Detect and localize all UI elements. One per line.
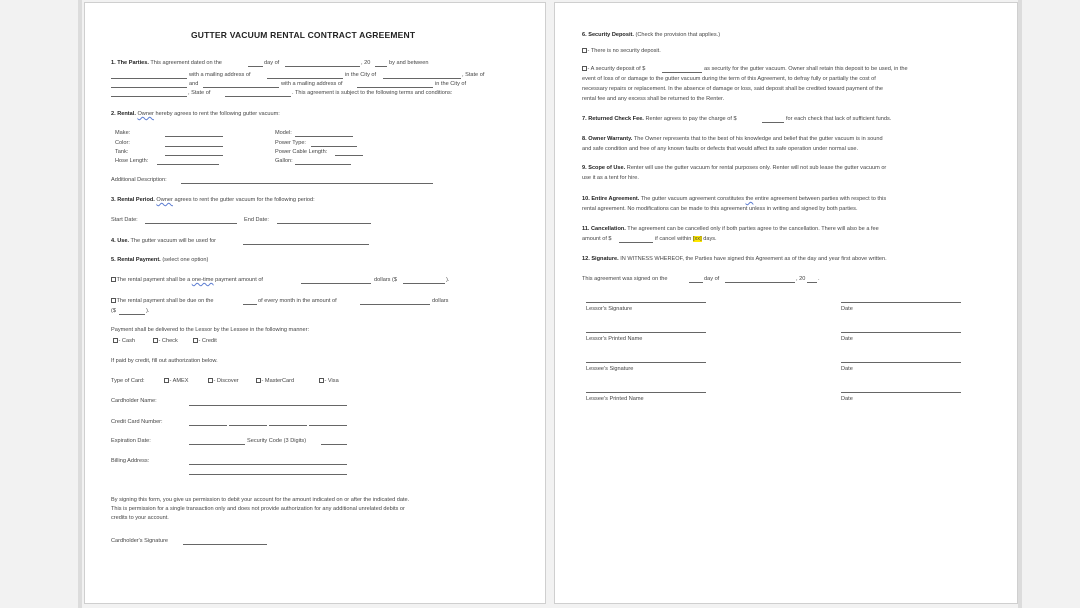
section-returned-check-fee: 7. Returned Check Fee. Renter agrees to pay the charge of $: [582, 116, 737, 122]
label-tank: Tank:: [115, 149, 129, 155]
label-model: Model:: [275, 130, 292, 136]
text-deposit-3: event of loss of or damage to the gutter vacuum during the term of this Agreement, to defray fully or partially the cost of: [582, 76, 876, 82]
text-consent-1: By signing this form, you give us permission to debit your account for the amount indicated on or after the indicated date.: [111, 497, 410, 503]
label-card-type: Type of Card:: [111, 378, 145, 384]
field-returned-check-fee[interactable]: [762, 122, 784, 123]
field-color[interactable]: [165, 146, 223, 147]
text-city-2: in the City of: [435, 81, 467, 87]
checkbox-mastercard[interactable]: [256, 378, 261, 383]
right-margin-bar: [1018, 0, 1022, 608]
checkbox-monthly[interactable]: [111, 298, 116, 303]
text-consent-3: credits to your account.: [111, 515, 169, 521]
label-date-1: Date: [841, 306, 853, 312]
field-lessor-signature-date[interactable]: [841, 302, 961, 303]
text-fee-amount: amount of $: [582, 236, 612, 242]
text-warranty-2: and safe condition and free of any known faults or defects that would affect its safe operation under normal use.: [582, 146, 859, 152]
text-signed-year: , 20: [796, 276, 806, 282]
checkbox-one-time[interactable]: [111, 277, 116, 282]
label-start-date: Start Date:: [111, 217, 138, 223]
blank-party-2-name[interactable]: [203, 87, 279, 88]
label-lessor-printed-name: Lessor's Printed Name: [586, 336, 643, 342]
label-lessee-printed-name: Lessee's Printed Name: [586, 396, 644, 402]
checkbox-amex[interactable]: [164, 378, 169, 383]
blank-party-2-city[interactable]: [111, 96, 187, 97]
field-lessor-name-date[interactable]: [841, 332, 961, 333]
field-use[interactable]: [243, 244, 369, 245]
section-parties-line-1: 1. The Parties. This agreement dated on the: [111, 60, 222, 66]
section-entire-agreement: 10. Entire Agreement. The gutter vacuum agreement constitutes the entire agreement between parties with respect to this: [582, 196, 887, 202]
field-model[interactable]: [295, 136, 353, 137]
field-gallon[interactable]: [295, 164, 351, 165]
text-close-paren-1: ).: [446, 277, 450, 283]
text-and: and: [189, 81, 199, 87]
text-dollars-2: dollars: [432, 298, 449, 304]
section-cancellation: 11. Cancellation. The agreement can be cancelled only if both parties agree to the cancellation. There will also be a fee: [582, 226, 879, 232]
text-year-prefix: , 20: [361, 60, 371, 66]
field-one-time-amount-number[interactable]: [403, 283, 445, 284]
checkbox-no-deposit[interactable]: [582, 48, 587, 53]
field-power-cable-length[interactable]: [335, 155, 363, 156]
section-rental-heading: 2. Rental. Owner hereby agrees to rent the following gutter vacuum:: [111, 111, 280, 117]
text-mailing-address-1: with a mailing address of: [189, 72, 251, 78]
label-power-type: Power Type:: [275, 140, 306, 146]
text-mailing-address-2: with a mailing address of: [281, 81, 343, 87]
field-lessee-name-date[interactable]: [841, 392, 961, 393]
field-monthly-day[interactable]: [243, 304, 257, 305]
text-city-1: in the City of: [345, 72, 377, 78]
text-signed-day-of: day of: [704, 276, 720, 282]
blank-month[interactable]: [285, 66, 360, 67]
field-security-code[interactable]: [321, 444, 347, 445]
label-date-2: Date: [841, 336, 853, 342]
field-hose-length[interactable]: [157, 164, 219, 165]
text-signed-period: .: [818, 276, 820, 282]
label-gallon: Gallon:: [275, 158, 293, 164]
field-monthly-amount-words[interactable]: [360, 304, 430, 305]
field-start-date[interactable]: [145, 223, 237, 224]
checkbox-cash[interactable]: [113, 338, 118, 343]
checkbox-credit[interactable]: [193, 338, 198, 343]
option-cash[interactable]: - Cash: [113, 338, 135, 345]
field-make[interactable]: [165, 136, 223, 137]
label-security-code: Security Code (3 Digits): [247, 438, 307, 444]
field-lessor-printed-name[interactable]: [586, 332, 706, 333]
document-page-1: [84, 2, 546, 604]
field-tank[interactable]: [165, 155, 223, 156]
option-mastercard[interactable]: - MasterCard: [256, 378, 294, 385]
checkbox-deposit[interactable]: [582, 66, 587, 71]
section-rental-payment-heading: 5. Rental Payment. (select one option): [111, 257, 209, 263]
label-lessee-signature: Lessee's Signature: [586, 366, 634, 372]
section-use: 4. Use. The gutter vacuum will be used for: [111, 238, 217, 244]
field-monthly-amount-number[interactable]: [119, 314, 145, 315]
text-consent-2: This is permission for a single transaction only and does not provide authorization for any additional unrelated debits or: [111, 506, 405, 512]
blank-party-2-state[interactable]: [225, 96, 291, 97]
checkbox-check[interactable]: [153, 338, 158, 343]
payment-option-monthly[interactable]: The rental payment shall be due on the: [111, 298, 214, 305]
text-dollar-paren: ($: [111, 308, 116, 314]
field-deposit-amount[interactable]: [662, 72, 702, 73]
blank-party-1-city[interactable]: [383, 78, 461, 79]
text-close-paren-2: ).: [146, 308, 150, 314]
section-signature: 12. Signature. IN WITNESS WHEREOF, the Parties have signed this Agreement as of the day and year first above written.: [582, 256, 887, 262]
label-billing-address: Billing Address:: [111, 458, 150, 464]
field-card-number-1[interactable]: [189, 425, 227, 426]
checkbox-discover[interactable]: [208, 378, 213, 383]
label-date-4: Date: [841, 396, 853, 402]
text-returned-check-2: for each check that lack of sufficient funds.: [786, 116, 892, 122]
label-card-number: Credit Card Number:: [111, 419, 163, 425]
option-check[interactable]: - Check: [153, 338, 178, 345]
field-power-type[interactable]: [311, 146, 357, 147]
field-lessor-signature[interactable]: [586, 302, 706, 303]
blank-party-1-state[interactable]: [111, 87, 187, 88]
text-deposit-4: necessary repairs or replacement. In the absence of damage or loss, said deposit shall be credited toward payment of the: [582, 86, 883, 92]
label-make: Make:: [115, 130, 131, 136]
text-state-2: , State of: [188, 90, 211, 96]
text-payment-delivery: Payment shall be delivered to the Lessor by the Lessee in the following manner:: [111, 327, 310, 333]
label-power-cable-length: Power Cable Length:: [275, 149, 328, 155]
label-date-3: Date: [841, 366, 853, 372]
field-lessee-signature-date[interactable]: [841, 362, 961, 363]
field-cancellation-fee[interactable]: [619, 242, 653, 243]
option-discover[interactable]: - Discover: [208, 378, 239, 385]
field-cardholder-signature[interactable]: [183, 544, 267, 545]
blank-day[interactable]: [248, 66, 263, 67]
text-cancel-within: if cancel within [xx] days.: [655, 236, 717, 242]
label-expiration-date: Expiration Date:: [111, 438, 151, 444]
field-additional-description[interactable]: [181, 183, 433, 184]
text-by-and-between: by and between: [389, 60, 429, 66]
field-billing-address-2[interactable]: [189, 474, 347, 475]
label-cardholder-name: Cardholder Name:: [111, 398, 157, 404]
option-no-deposit[interactable]: - There is no security deposit.: [582, 48, 661, 55]
section-scope-of-use: 9. Scope of Use. Renter will use the gutter vacuum for rental purposes only. Renter will not sub lease the gutter vacuum or: [582, 165, 887, 171]
field-signed-month[interactable]: [725, 282, 795, 283]
field-billing-address-1[interactable]: [189, 464, 347, 465]
left-margin-bar: [78, 0, 82, 608]
field-signed-day[interactable]: [689, 282, 703, 283]
text-dollars-1: dollars ($: [374, 277, 398, 283]
blank-year[interactable]: [375, 66, 387, 67]
field-expiration-date[interactable]: [189, 444, 245, 445]
text-state-1: , State of: [462, 72, 485, 78]
label-color: Color:: [115, 140, 130, 146]
checkbox-visa[interactable]: [319, 378, 324, 383]
field-signed-year[interactable]: [807, 282, 817, 283]
label-additional-description: Additional Description:: [111, 177, 167, 183]
label-lessor-signature: Lessor's Signature: [586, 306, 633, 312]
option-credit[interactable]: - Credit: [193, 338, 217, 345]
document-title: GUTTER VACUUM RENTAL CONTRACT AGREEMENT: [191, 30, 416, 40]
text-signed-on: This agreement was signed on the: [582, 276, 668, 282]
highlight-days-placeholder: [xx]: [692, 236, 702, 242]
field-one-time-amount-words[interactable]: [301, 283, 371, 284]
payment-option-one-time[interactable]: The rental payment shall be a one-time payment amount of: [111, 277, 263, 284]
text-terms: . This agreement is subject to the following terms and conditions:: [292, 90, 453, 96]
field-end-date[interactable]: [277, 223, 371, 224]
section-rental-period-heading: 3. Rental Period. Owner agrees to rent the gutter vacuum for the following period:: [111, 197, 315, 203]
text-day-of: day of: [264, 60, 280, 66]
field-card-number-3[interactable]: [269, 425, 307, 426]
text-if-credit: If paid by credit, fill out authorization below.: [111, 358, 218, 364]
text-every-month: of every month in the amount of: [258, 298, 337, 304]
field-cardholder-name[interactable]: [189, 405, 347, 406]
section-security-deposit-heading: 6. Security Deposit. (Check the provision that applies.): [582, 32, 721, 38]
field-lessee-printed-name[interactable]: [586, 392, 706, 393]
field-card-number-2[interactable]: [229, 425, 267, 426]
label-cardholder-signature: Cardholder's Signature: [111, 538, 169, 544]
section-owner-warranty: 8. Owner Warranty. The Owner represents that to the best of his knowledge and belief that the gutter vacuum is in sound: [582, 136, 883, 142]
document-page-2: [554, 2, 1018, 604]
blank-party-1-address[interactable]: [267, 78, 343, 79]
field-lessee-signature[interactable]: [586, 362, 706, 363]
label-end-date: End Date:: [244, 217, 269, 223]
text-deposit-5: rental fee and any excess shall be returned to the Renter.: [582, 96, 725, 102]
text-entire-agreement-2: rental agreement. No modifications can be made to this agreement unless in writing and signed by both parties.: [582, 206, 858, 212]
label-hose-length: Hose Length:: [115, 158, 149, 164]
text-scope-2: use it as a tent for hire.: [582, 175, 639, 181]
option-amex[interactable]: - AMEX: [164, 378, 188, 385]
option-deposit[interactable]: - A security deposit of $: [582, 66, 645, 73]
option-visa[interactable]: - Visa: [319, 378, 339, 385]
blank-party-2-address[interactable]: [357, 87, 433, 88]
text-deposit-2: as security for the gutter vacuum. Owner shall retain this deposit to be used, in the: [704, 66, 908, 72]
field-card-number-4[interactable]: [309, 425, 347, 426]
blank-party-1-name[interactable]: [111, 78, 187, 79]
